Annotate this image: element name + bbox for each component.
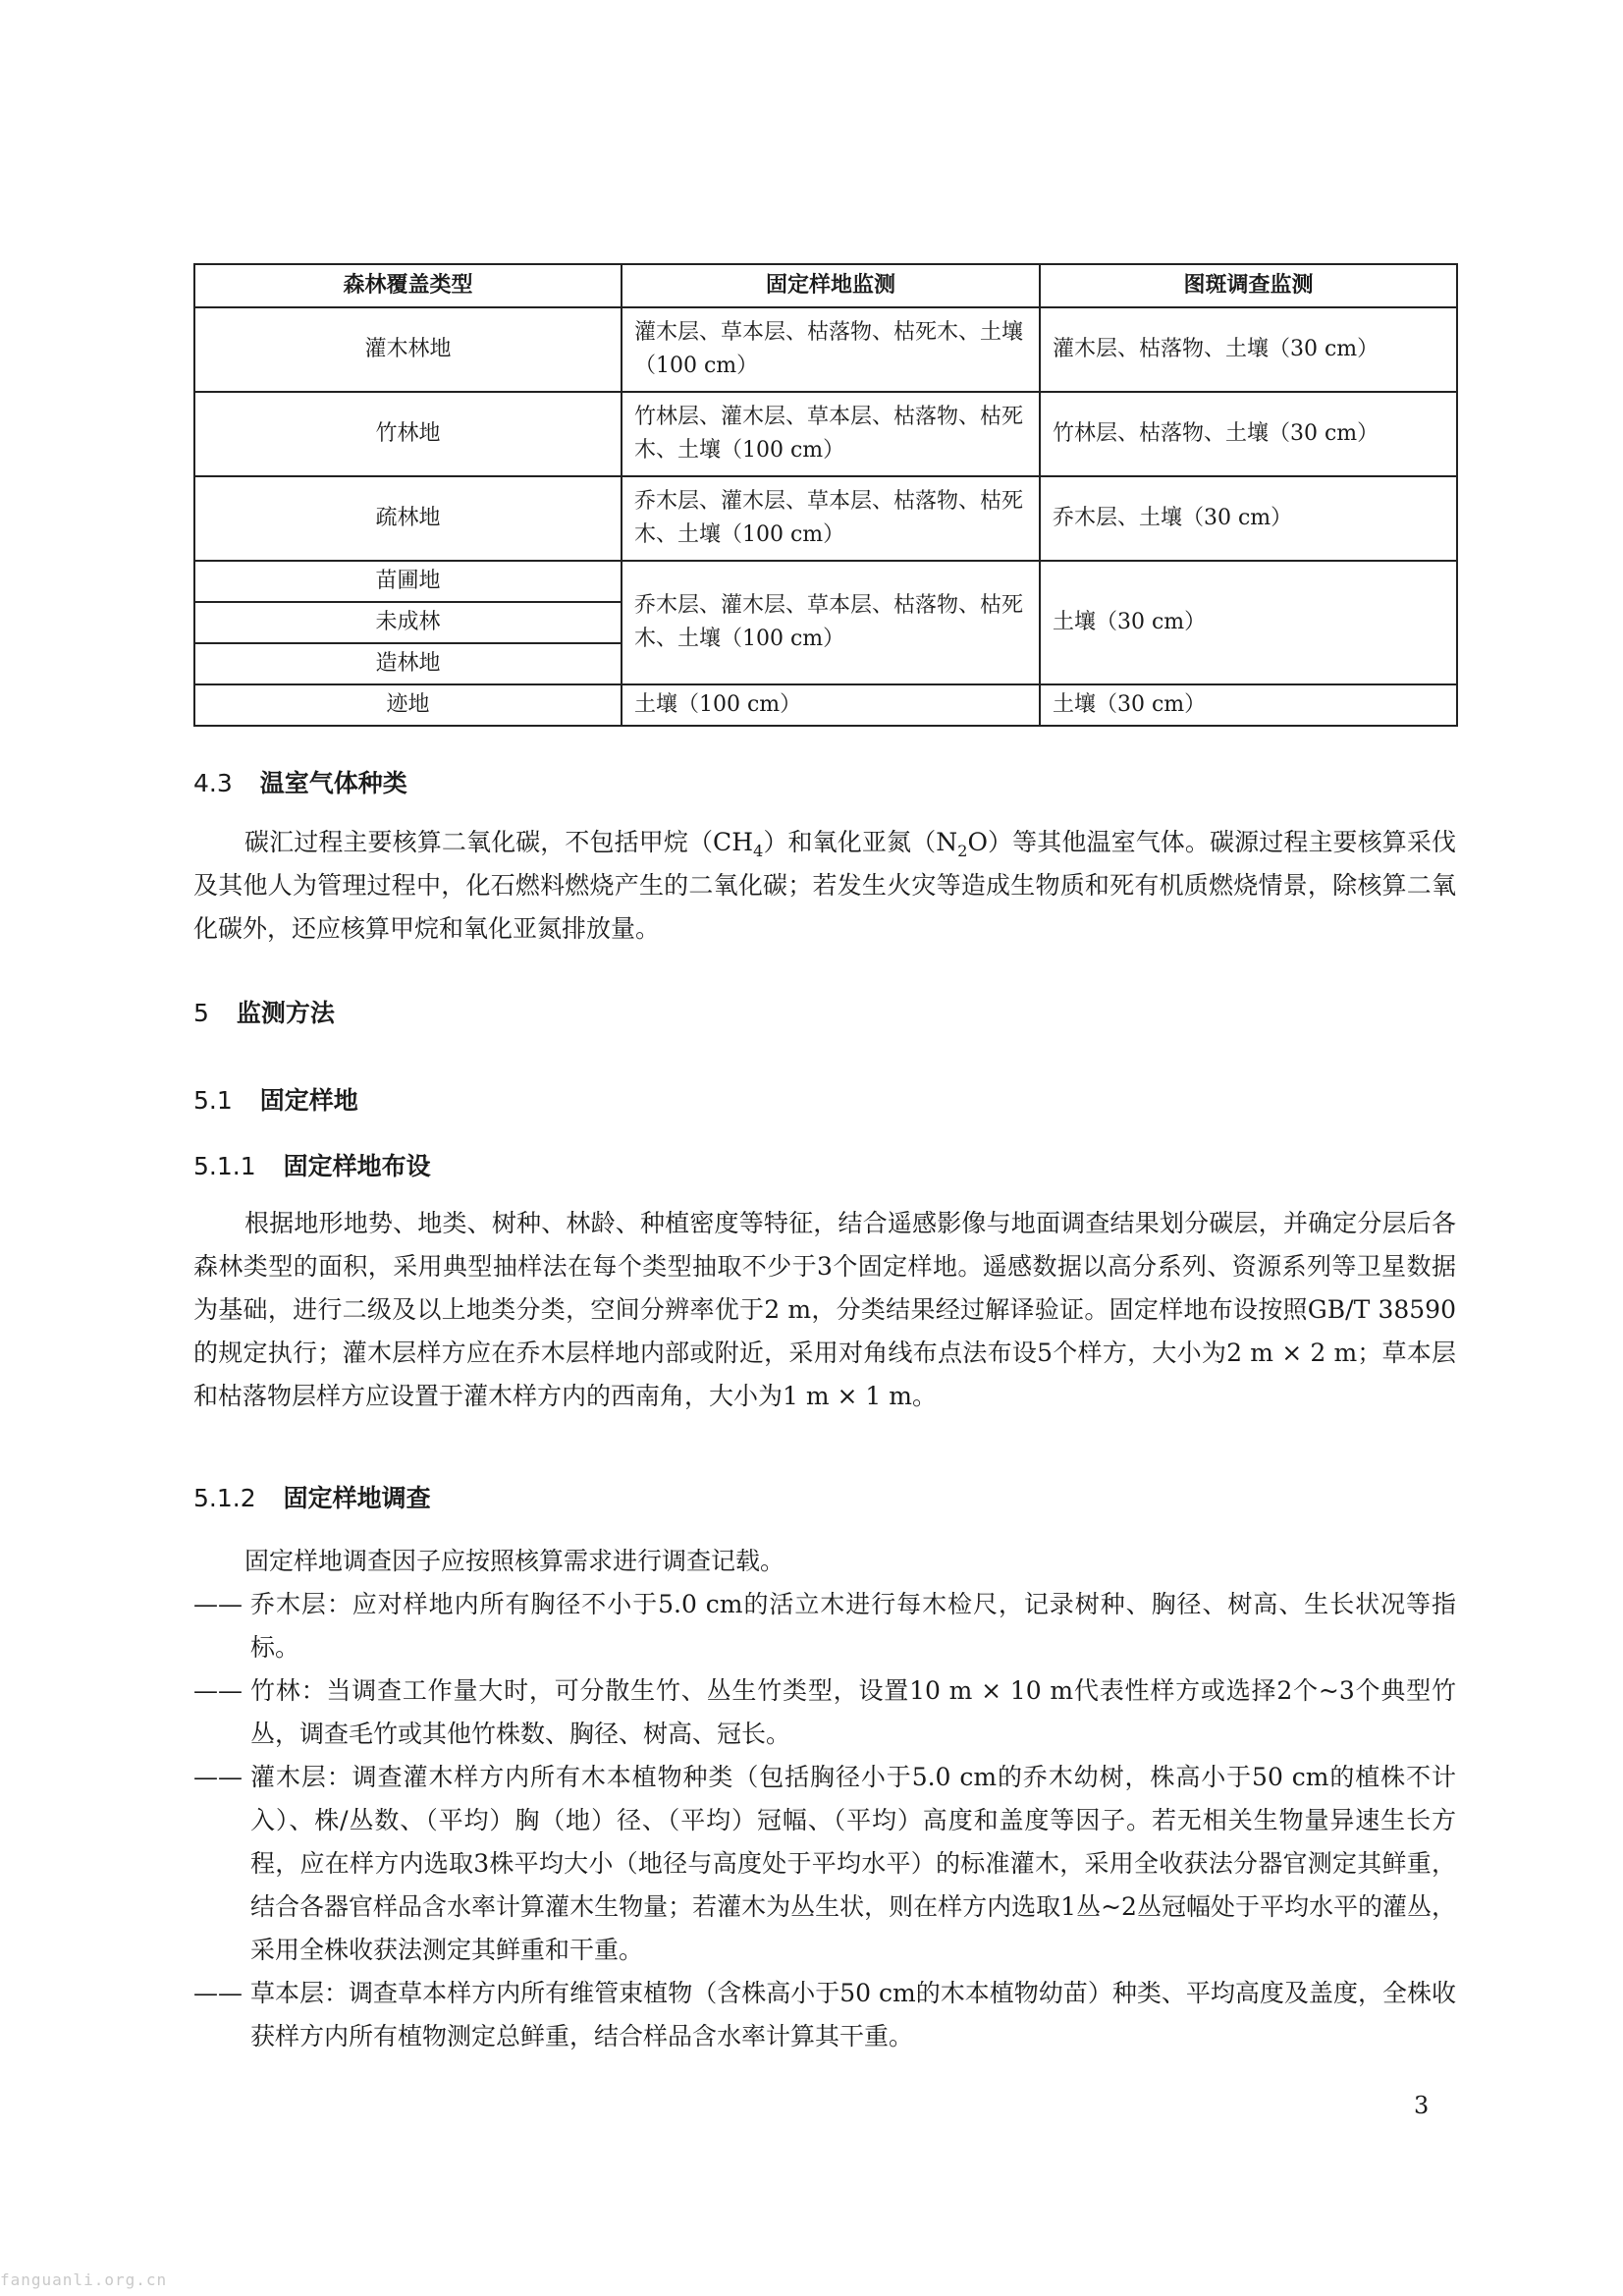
- text-span: 碳汇过程主要核算二氧化碳，不包括甲烷（CH: [244, 828, 753, 856]
- section-heading-5-1-2: [193, 1481, 431, 1516]
- cell-patch-survey: 灌木层、枯落物、土壤（30 cm）: [1040, 307, 1457, 392]
- section-heading-5-1-1: [193, 1149, 431, 1184]
- dash-marker: ——: [193, 1979, 243, 2007]
- cell-fixed-plot: 竹林层、灌木层、草本层、枯落物、枯死木、土壤（100 cm）: [622, 392, 1040, 476]
- section-heading-5-1: [193, 1083, 358, 1119]
- table-row: [194, 561, 1457, 602]
- cell-cover-type: 未成林: [194, 602, 622, 643]
- list-item-text: 乔木层：应对样地内所有胸径不小于5.0 cm的活立木进行每木检尺，记录树种、胸径、树高、生长状况等指标。: [250, 1590, 1456, 1662]
- cell-cover-type: 迹地: [194, 684, 622, 726]
- list-item: [193, 1583, 1456, 1669]
- cell-patch-survey: 土壤（30 cm）: [1040, 684, 1457, 726]
- cell-patch-survey: 竹林层、枯落物、土壤（30 cm）: [1040, 392, 1457, 476]
- header-cover-type: 森林覆盖类型: [194, 264, 622, 307]
- page-number: 3: [1414, 2092, 1430, 2119]
- cell-fixed-plot: 灌木层、草本层、枯落物、枯死木、土壤（100 cm）: [622, 307, 1040, 392]
- dash-marker: ——: [193, 1676, 243, 1705]
- section-title: 监测方法: [236, 999, 335, 1027]
- cell-fixed-plot: 土壤（100 cm）: [622, 684, 1040, 726]
- cell-cover-type: 竹林地: [194, 392, 622, 476]
- header-fixed-plot: 固定样地监测: [622, 264, 1040, 307]
- cell-patch-survey: 乔木层、土壤（30 cm）: [1040, 476, 1457, 561]
- section-number: 4.3: [193, 769, 233, 797]
- paragraph-plot-layout: 根据地形地势、地类、树种、林龄、种植密度等特征，结合遥感影像与地面调查结果划分碳层，并确定分层后各森林类型的面积，采用典型抽样法在每个类型抽取不少于3个固定样地。遥感数据以高分系列、资源系列等卫星数据为基础，进行二级及以上地类分类，空间分辨率优于2 m，分类结果经过解译验证。固定样地布设按照GB/T 38590的规定执行；灌木层样方应在乔木层样地内部或附近，采用对角线布点法布设5个样方，大小为2 m × 2 m；草本层和枯落物层样方应设置于灌木样方内的西南角，大小为1 m × 1 m。: [193, 1209, 1456, 1410]
- cell-cover-type: 灌木林地: [194, 307, 622, 392]
- paragraph-survey-intro: 固定样地调查因子应按照核算需求进行调查记载。: [244, 1547, 785, 1575]
- forest-cover-table: [193, 263, 1458, 727]
- table-row: [194, 392, 1457, 476]
- cell-cover-type: 造林地: [194, 643, 622, 684]
- section-title: 固定样地布设: [283, 1152, 431, 1180]
- cell-cover-type: 疏林地: [194, 476, 622, 561]
- section-title: 温室气体种类: [259, 769, 407, 797]
- list-item-text: 灌木层：调查灌木样方内所有木本植物种类（包括胸径小于5.0 cm的乔木幼树，株高小于50 cm的植株不计入）、株/丛数、（平均）胸（地）径、（平均）冠幅、（平均）高度和盖度等因子。若无相关生物量异速生长方程，应在样方内选取3株平均大小（地径与高度处于平均水平）的标准灌木，采用全收获法分器官测定其鲜重，结合各器官样品含水率计算灌木生物量；若灌木为丛生状，则在样方内选取1丛~2丛冠幅处于平均水平的灌丛，采用全株收获法测定其鲜重和干重。: [250, 1763, 1456, 1964]
- dash-marker: ——: [193, 1763, 243, 1791]
- table-row: [194, 476, 1457, 561]
- list-item-text: 草本层：调查草本样方内所有维管束植物（含株高小于50 cm的木本植物幼苗）种类、平均高度及盖度，全株收获样方内所有植物测定总鲜重，结合样品含水率计算其干重。: [250, 1979, 1456, 2050]
- paragraph-ghg-types: [193, 821, 1456, 951]
- section-number: 5.1.2: [193, 1484, 256, 1512]
- section-heading-4-3: [193, 766, 407, 801]
- header-patch-survey: 图斑调查监测: [1040, 264, 1457, 307]
- section-title: 固定样地调查: [283, 1484, 431, 1512]
- table-row: [194, 684, 1457, 726]
- subscript: 2: [957, 842, 968, 860]
- cell-fixed-plot: 乔木层、灌木层、草本层、枯落物、枯死木、土壤（100 cm）: [622, 476, 1040, 561]
- list-item: [193, 1669, 1456, 1756]
- section-heading-5: [193, 996, 335, 1031]
- table-header-row: [194, 264, 1457, 307]
- watermark: fanguanli.org.cn: [0, 2270, 168, 2289]
- section-number: 5.1: [193, 1086, 233, 1115]
- list-item: [193, 1972, 1456, 2058]
- cell-fixed-plot-merged: 乔木层、灌木层、草本层、枯落物、枯死木、土壤（100 cm）: [622, 561, 1040, 684]
- list-item: [193, 1756, 1456, 1972]
- subscript: 4: [753, 842, 764, 860]
- list-item-text: 竹林：当调查工作量大时，可分散生竹、丛生竹类型，设置10 m × 10 m代表性样方或选择2个~3个典型竹丛，调查毛竹或其他竹株数、胸径、树高、冠长。: [250, 1676, 1456, 1748]
- section-number: 5: [193, 999, 209, 1027]
- section-number: 5.1.1: [193, 1152, 256, 1180]
- text-span: O）等其他温室气体。碳源过程主要核算采伐及其他人为管理过程中，化石燃料燃烧产生的二氧化碳；若发生火灾等造成生物质和死有机质燃烧情景，除核算二氧化碳外，还应核算甲烷和氧化亚氮排放量。: [193, 828, 1456, 943]
- text-span: ）和氧化亚氮（N: [763, 828, 958, 856]
- section-title: 固定样地: [259, 1086, 358, 1115]
- table-row: [194, 307, 1457, 392]
- dash-marker: ——: [193, 1590, 243, 1618]
- cell-cover-type: 苗圃地: [194, 561, 622, 602]
- cell-patch-survey-merged: 土壤（30 cm）: [1040, 561, 1457, 684]
